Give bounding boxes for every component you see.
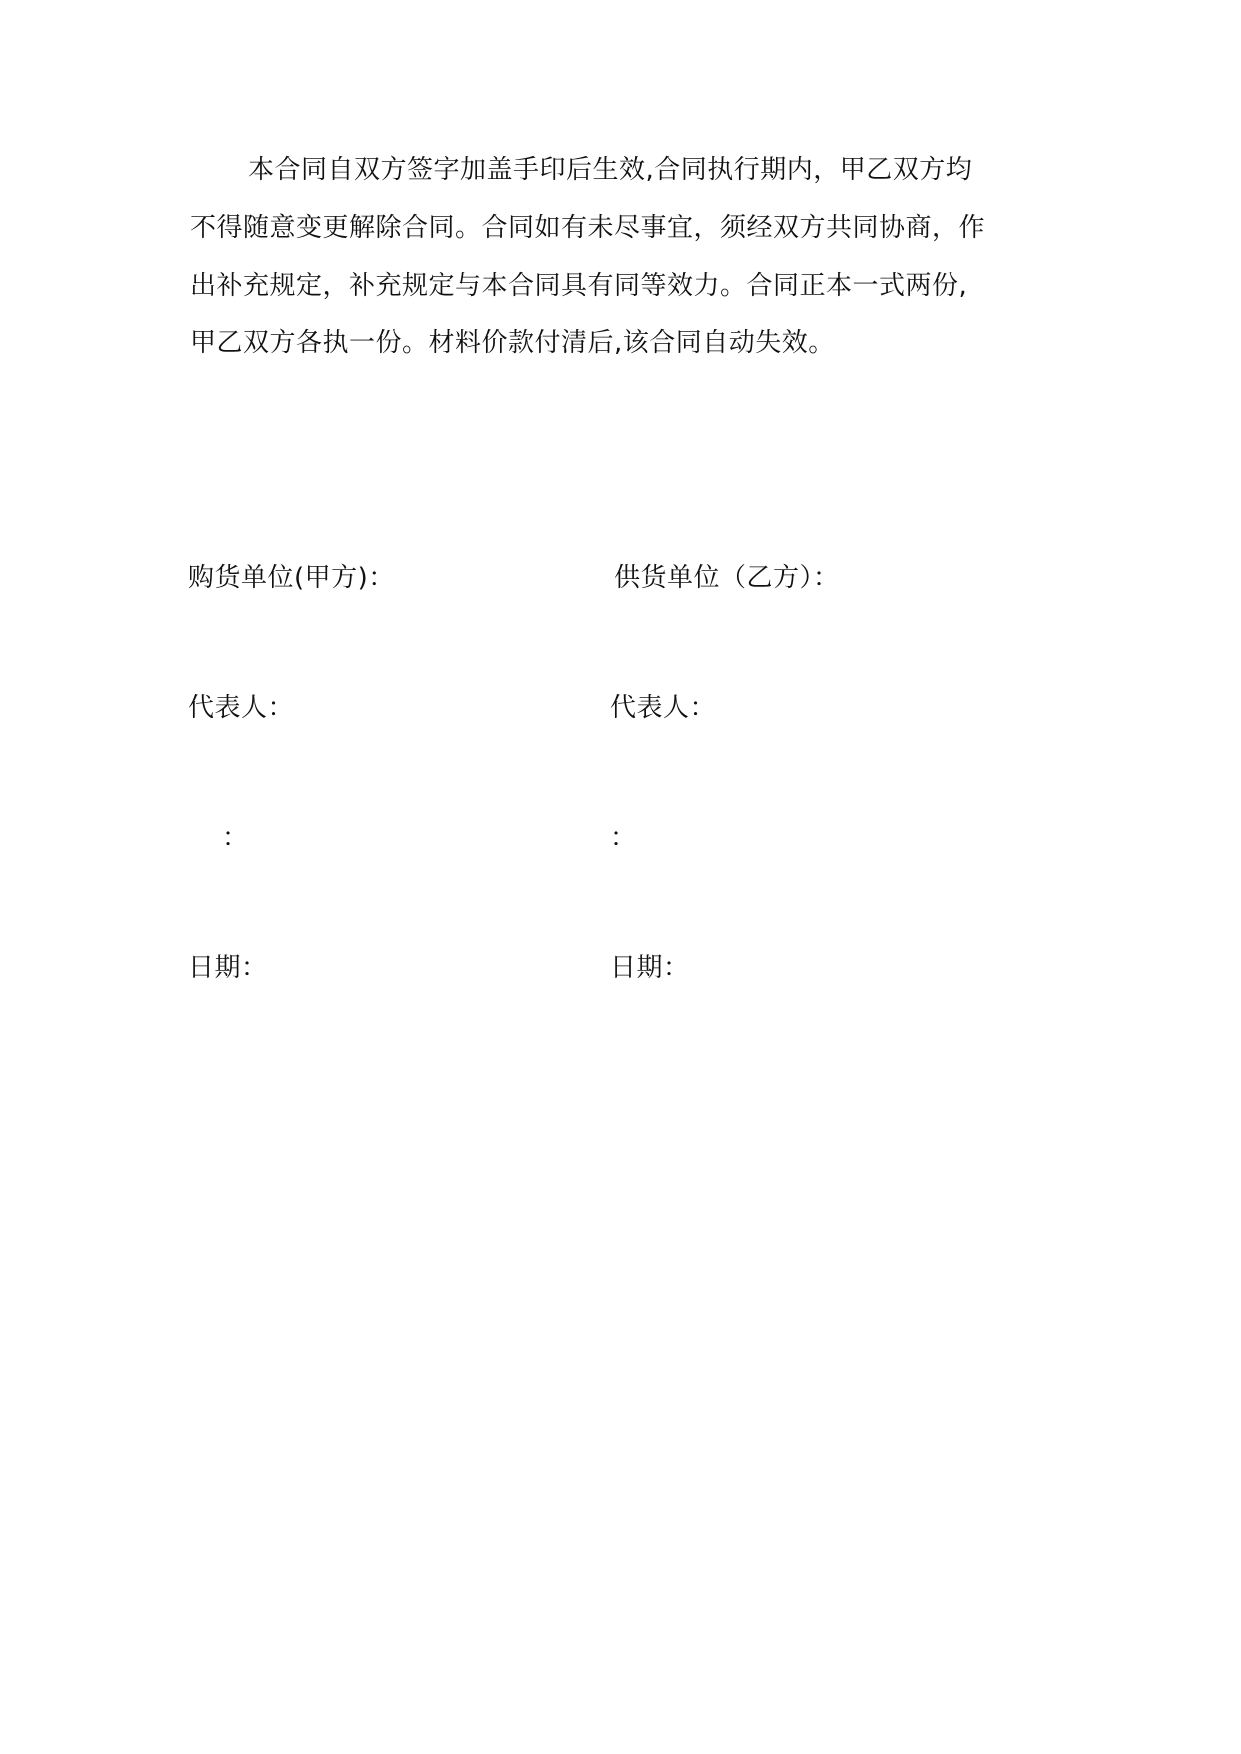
buyer-blank-label: ： (222, 823, 249, 853)
buyer-date-label: 日期： (188, 953, 268, 983)
paragraph-line-1: 本合同自双方签字加盖手印后生效,合同执行期内，甲乙双方均 (248, 155, 973, 185)
supplier-blank-label: ： (610, 823, 637, 853)
supplier-date-label: 日期： (610, 953, 690, 983)
paragraph-line-3: 出补充规定，补充规定与本合同具有同等效力。合同正本一式两份, (190, 271, 968, 301)
buyer-unit-label: 购货单位(甲方)： (188, 563, 395, 593)
supplier-unit-label: 供货单位（乙方）： (614, 563, 840, 593)
supplier-representative-label: 代表人： (610, 693, 717, 723)
paragraph-line-2: 不得随意变更解除合同。合同如有未尽事宜，须经双方共同协商，作 (190, 213, 986, 243)
buyer-representative-label: 代表人： (188, 693, 295, 723)
paragraph-line-4: 甲乙双方各执一份。材料价款付清后,该合同自动失效。 (190, 328, 835, 358)
